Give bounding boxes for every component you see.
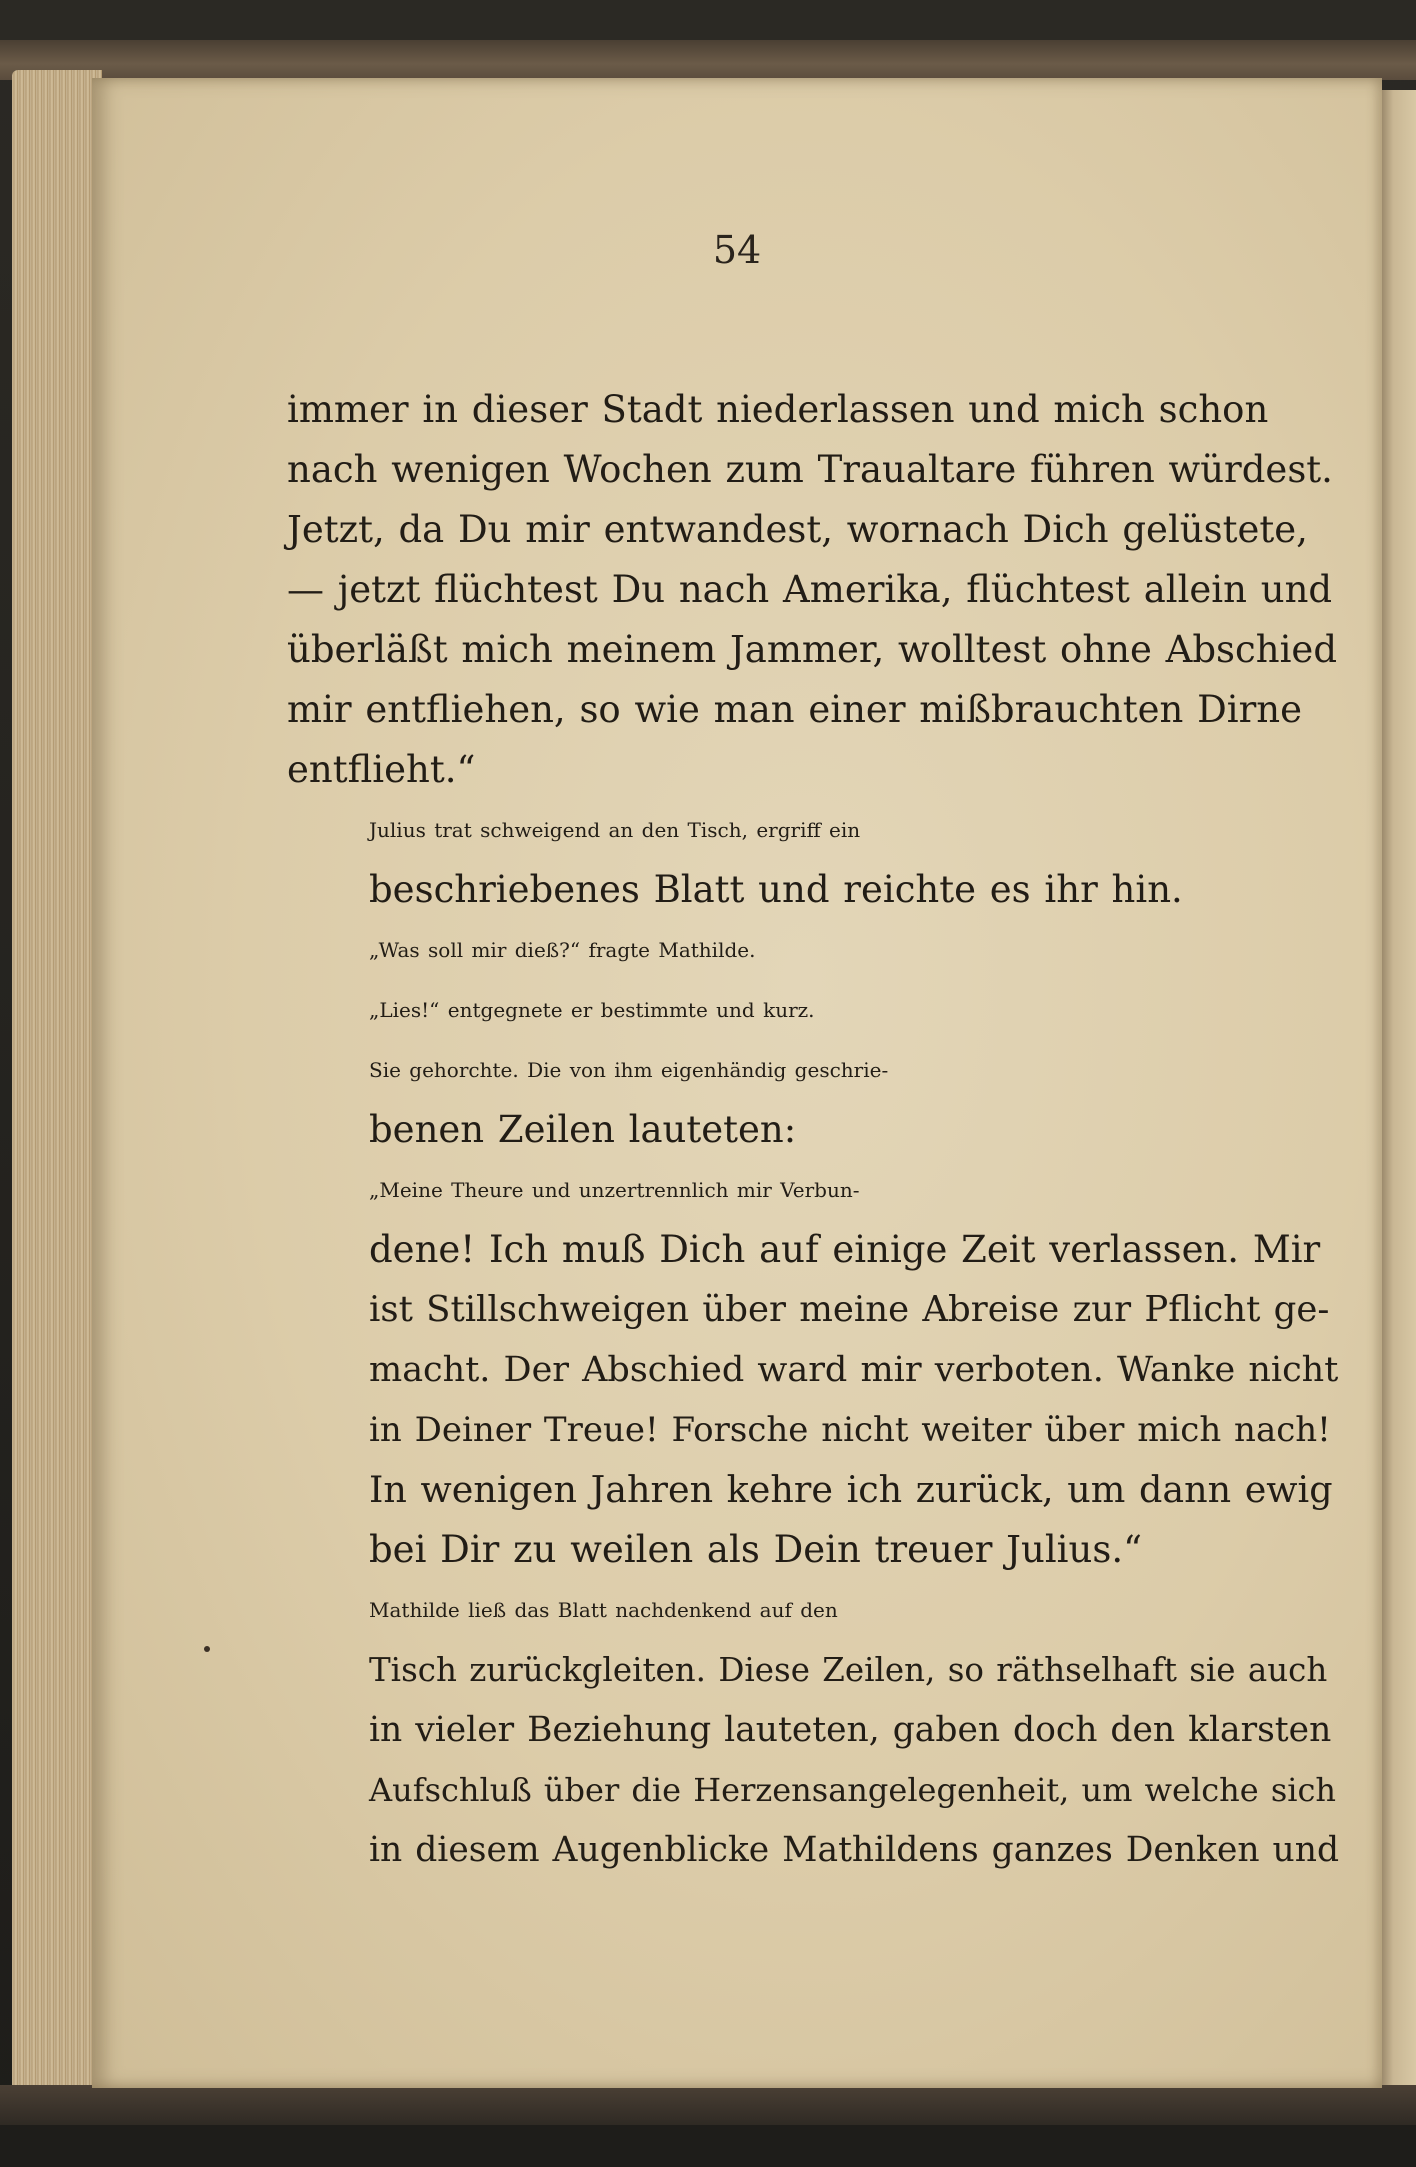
text-line: benen Zeilen lauteten: bbox=[369, 1108, 797, 1151]
text-line: „Was soll mir dieß?“ fragte Mathilde. bbox=[369, 938, 756, 962]
text-line: ist Stillschweigen über meine Abreise zur Pflicht ge- bbox=[369, 1289, 1330, 1330]
page-number: 54 bbox=[712, 228, 762, 272]
text-line: beschriebenes Blatt und reichte es ihr hin. bbox=[369, 868, 1183, 911]
text-line: In wenigen Jahren kehre ich zurück, um dann ewig bbox=[369, 1468, 1333, 1511]
book-cover-bottom-edge bbox=[0, 2085, 1416, 2125]
text-line: Jetzt, da Du mir entwandest, wornach Dich gelüstete, bbox=[287, 508, 1308, 551]
page-text bbox=[287, 380, 1339, 1880]
text-line: nach wenigen Wochen zum Traualtare führen würdest. bbox=[287, 448, 1333, 491]
text-line: Julius trat schweigend an den Tisch, ergriff ein bbox=[369, 818, 861, 842]
paragraph-2 bbox=[287, 800, 1339, 920]
paragraph-6-letter bbox=[287, 1160, 1339, 1580]
text-line: immer in dieser Stadt niederlassen und mich schon bbox=[287, 388, 1269, 431]
book-page bbox=[92, 78, 1382, 2088]
book-cover-top-edge bbox=[0, 40, 1416, 80]
text-line: dene! Ich muß Dich auf einige Zeit verlassen. Mir bbox=[369, 1228, 1321, 1271]
text-line: Mathilde ließ das Blatt nachdenkend auf den bbox=[369, 1598, 838, 1622]
text-line: Sie gehorchte. Die von ihm eigenhändig geschrie- bbox=[369, 1058, 889, 1082]
paragraph-4 bbox=[287, 980, 1339, 1040]
text-line: — jetzt flüchtest Du nach Amerika, flüchtest allein und bbox=[287, 568, 1333, 611]
paragraph-5 bbox=[287, 1040, 1339, 1160]
text-line: Tisch zurückgleiten. Diese Zeilen, so räthselhaft sie auch bbox=[369, 1651, 1328, 1689]
text-line: macht. Der Abschied ward mir verboten. Wanke nicht bbox=[369, 1350, 1339, 1390]
paragraph-3 bbox=[287, 920, 1339, 980]
text-line: Aufschluß über die Herzensangelegenheit, um welche sich bbox=[369, 1771, 1337, 1809]
text-line: mir entfliehen, so wie man einer mißbrauchten Dirne bbox=[287, 688, 1302, 731]
text-line: in vieler Beziehung lauteten, gaben doch den klarsten bbox=[369, 1710, 1332, 1750]
text-line: entflieht.“ bbox=[287, 748, 476, 791]
facing-page-edge bbox=[1378, 90, 1416, 2085]
text-line: „Lies!“ entgegnete er bestimmte und kurz. bbox=[369, 998, 815, 1022]
paper-speck bbox=[204, 1646, 210, 1652]
text-line: bei Dir zu weilen als Dein treuer Julius.“ bbox=[369, 1528, 1143, 1571]
text-line: überläßt mich meinem Jammer, wolltest ohne Abschied bbox=[287, 628, 1338, 671]
page-stack-edges bbox=[12, 70, 102, 2095]
text-line: in Deiner Treue! Forsche nicht weiter über mich nach! bbox=[369, 1410, 1331, 1450]
paragraph-7 bbox=[287, 1580, 1339, 1880]
text-line: „Meine Theure und unzertrennlich mir Verbun- bbox=[369, 1178, 860, 1202]
paragraph-1 bbox=[287, 380, 1339, 800]
text-line: in diesem Augenblicke Mathildens ganzes Denken und bbox=[369, 1830, 1340, 1870]
